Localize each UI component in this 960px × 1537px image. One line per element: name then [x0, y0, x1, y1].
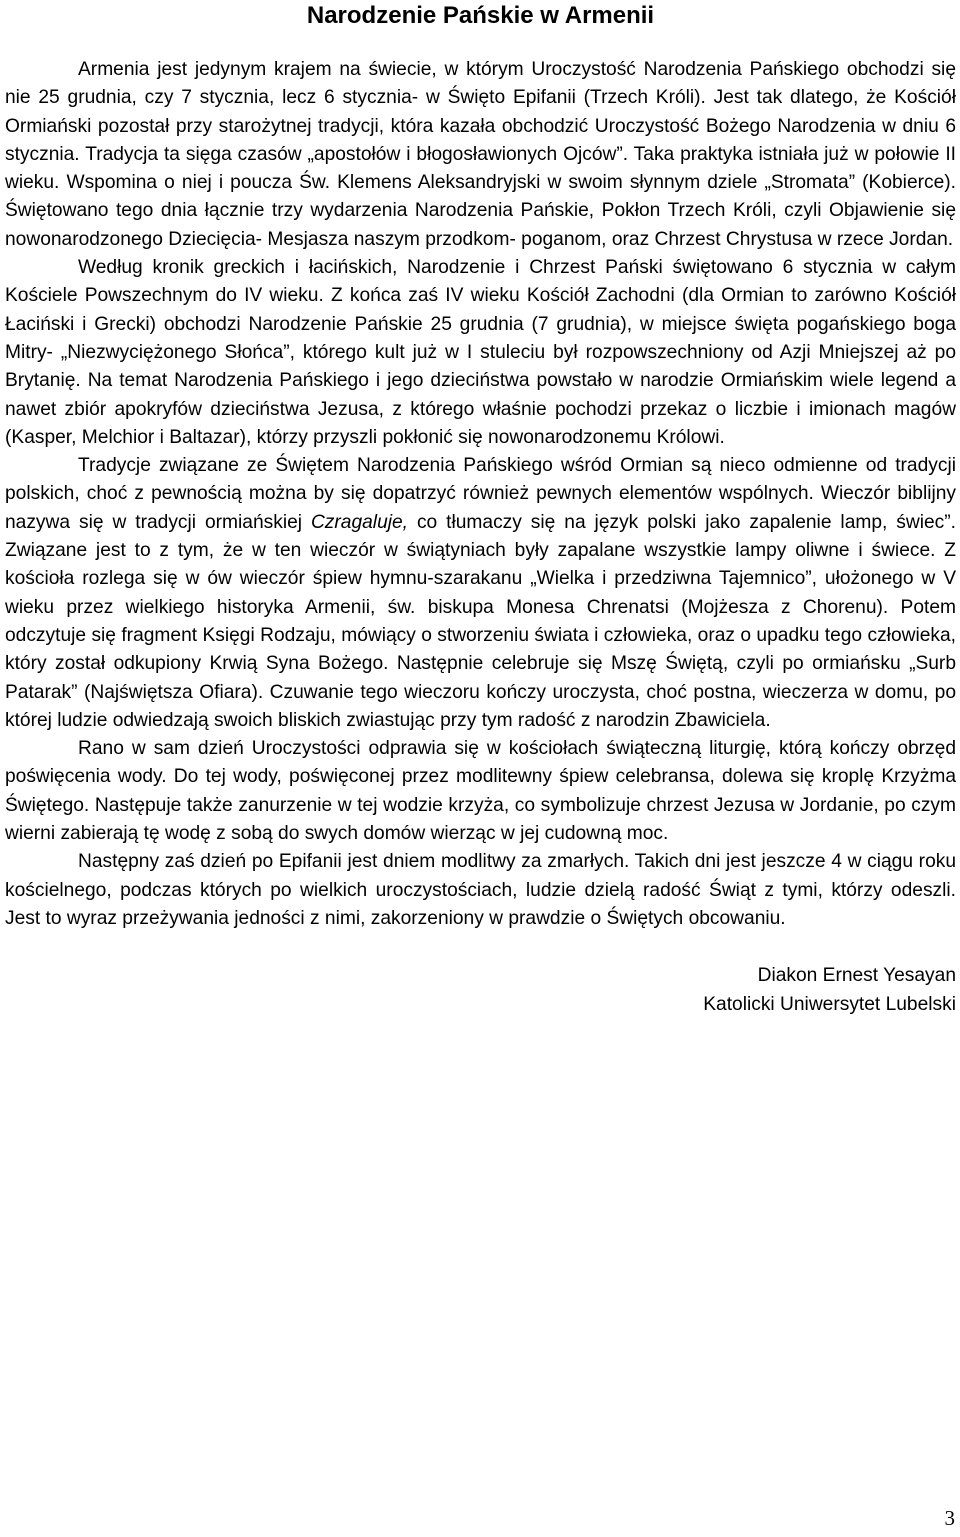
- author-affiliation: Katolicki Uniwersytet Lubelski: [703, 993, 956, 1015]
- paragraph-3-italic-term: Czragaluje,: [310, 511, 409, 533]
- paragraph-1: Armenia jest jedynym krajem na świecie, w którym Uroczystość Narodzenia Pańskiego obchodzi się nie 25 grudnia, czy 7 stycznia, lecz 6 stycznia- w Święto Epifanii (Trzech Króli). Jest tak dlatego, że Kościół Ormiański pozostał przy starożytnej tradycji, która kazała obchodzić Uroczystość Bożego Narodzenia w dniu 6 stycznia. Tradycja ta sięga czasów „apostołów i błogosławionych Ojców”. Taka praktyka istniała już w połowie II wieku. Wspomina o niej i poucza Św. Klemens Aleksandryjski w swoim słynnym dziele „Stromata” (Kobierce). Świętowano tego dnia łącznie trzy wydarzenia Narodzenia Pańskie, Pokłon Trzech Króli, czyli Objawienie się nowonarodzonego Dziecięcia- Mesjasza naszym przodkom- poganom, oraz Chrzest Chrystusa w rzece Jordan.: [5, 59, 956, 250]
- article-body: [5, 56, 956, 933]
- paragraph-3-text-before: Tradycje związane ze Świętem Narodzenia Pańskiego wśród Ormian są nieco odmienne od tradycji polskich, choć z pewnością można by się dopatrzyć również pewnych elementów wspólnych. Wieczór biblijny nazywa się w tradycji ormiańskiej: [5, 455, 956, 533]
- paragraph-2: Według kronik greckich i łacińskich, Narodzenie i Chrzest Pański świętowano 6 stycznia w całym Kościele Powszechnym do IV wieku. Z końca zaś IV wieku Kościół Zachodni (dla Ormian to zarówno Kościół Łaciński i Grecki) obchodzi Narodzenie Pańskie 25 grudnia (7 grudnia), w miejsce święta pogańskiego boga Mitry- „Niezwyciężonego Słońca”, którego kult już w I stuleciu był rozpowszechniony od Azji Mniejszej aż po Brytanię. Na temat Narodzenia Pańskiego i jego dzieciństwa powstało w narodzie Ormiańskim wiele legend a nawet zbiór apokryfów dzieciństwa Jezusa, z którego właśnie pochodzi przekaz o liczbie i imionach magów (Kasper, Melchior i Baltazar), którzy przyszli pokłonić się nowonarodzonemu Królowi.: [5, 257, 956, 448]
- signature-block: [5, 962, 956, 1019]
- paragraph-3: [5, 452, 956, 735]
- page-number: 3: [944, 1506, 955, 1530]
- author-name: Diakon Ernest Yesayan: [757, 965, 956, 987]
- paragraph-5: Następny zaś dzień po Epifanii jest dniem modlitwy za zmarłych. Takich dni jest jeszcze 4 w ciągu roku kościelnego, podczas których po wielkich uroczystościach, ludzie dzielą radość Świąt z tymi, którzy odeszli. Jest to wyraz przeżywania jedności z nimi, zakorzeniony w prawdzie o Świętych obcowaniu.: [5, 851, 956, 929]
- document-title: Narodzenie Pańskie w Armenii: [306, 2, 655, 29]
- page-content: [5, 0, 956, 1019]
- paragraph-4: Rano w sam dzień Uroczystości odprawia się w kościołach świąteczną liturgię, którą kończy obrzęd poświęcenia wody. Do tej wody, poświęconej przez modlitewny śpiew celebransa, dolewa się kroplę Krzyżma Świętego. Następuje także zanurzenie w tej wodzie krzyża, co symbolizuje chrzest Jezusa w Jordanie, po czym wierni zabierają tę wodę z sobą do swych domów wierząc w jej cudowną moc.: [5, 738, 956, 845]
- paragraph-3-text-after: co tłumaczy się na język polski jako zapalenie lamp, świec”. Związane jest to z tym, że w ten wieczór w świątyniach były zapalane wszystkie lampy oliwne i świece. Z kościoła rozlega się w ów wieczór śpiew hymnu-szarakanu „Wielka i przedziwna Tajemnico”, ułożonego w V wieku przez wielkiego historyka Armenii, św. biskupa Monesa Chrenatsi (Mojżesza z Chorenu). Potem odczytuje się fragment Księgi Rodzaju, mówiący o stworzeniu świata i człowieka, oraz o upadku tego człowieka, który został odkupiony Krwią Syna Bożego. Następnie celebruje się Mszę Świętą, czyli po ormiańsku „Surb Patarak” (Najświętsza Ofiara). Czuwanie tego wieczoru kończy uroczysta, choć postna, wieczerza w domu, po której ludzie odwiedzają swoich bliskich zwiastując przy tym radość z narodzin Zbawiciela.: [5, 511, 956, 731]
